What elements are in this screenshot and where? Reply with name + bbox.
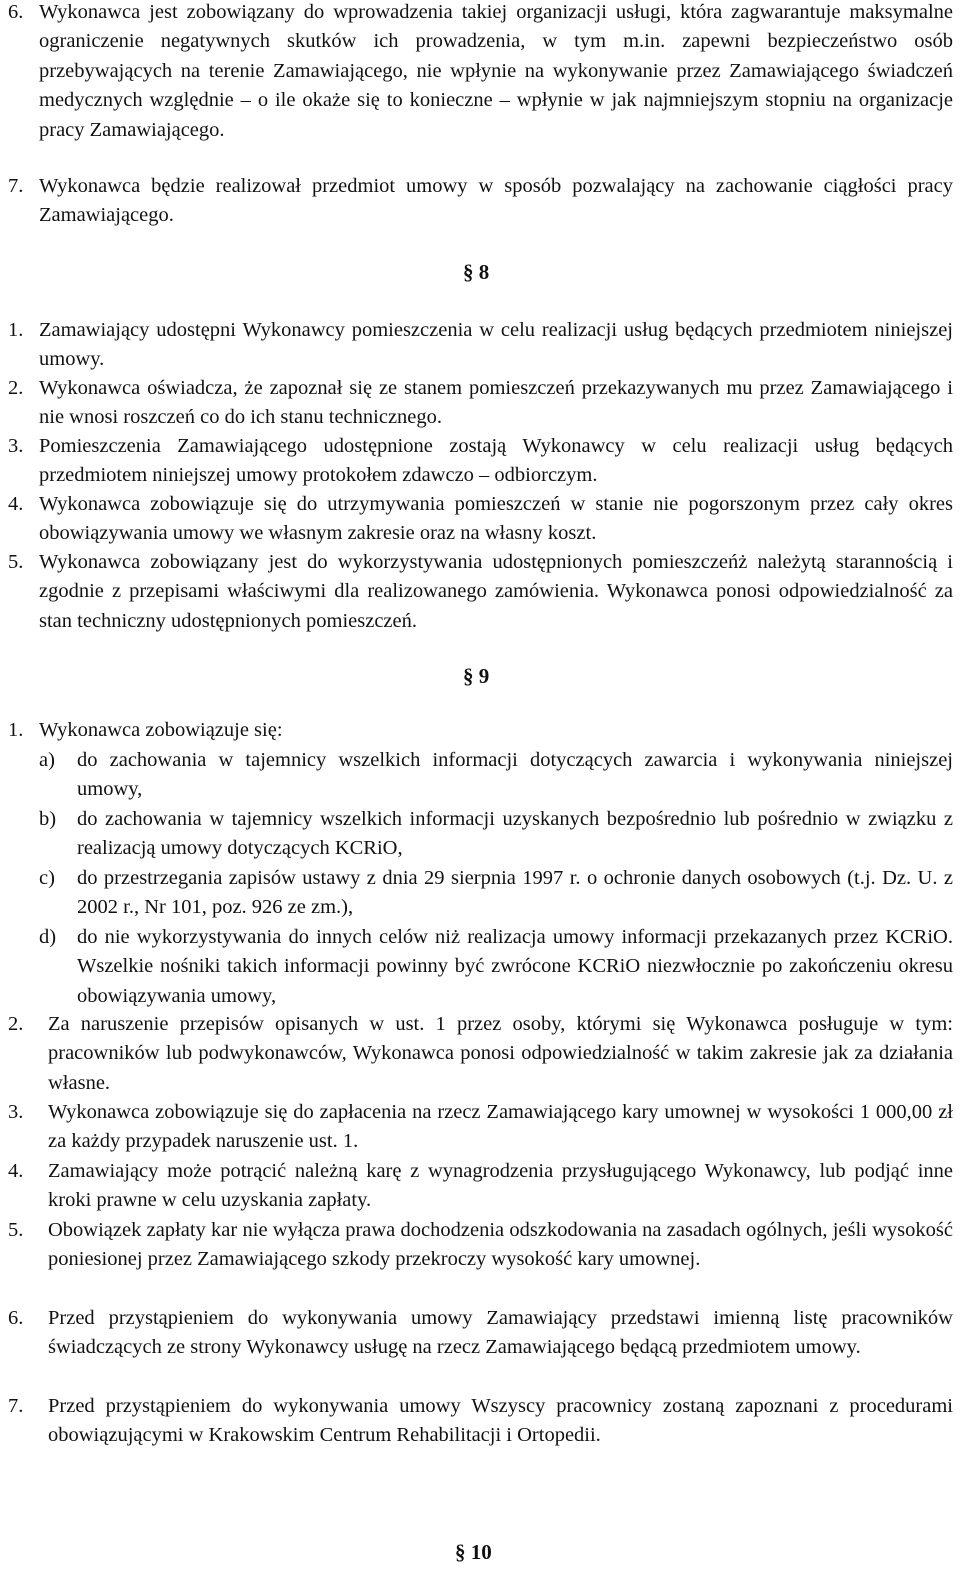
- paragraph-text: Zamawiający może potrącić należną karę z wynagrodzenia przysługującego Wykonawcy, lub podjąć inne kroki prawne w celu uzyskania zapłaty.: [48, 1160, 953, 1212]
- paragraph-number: 5.: [8, 551, 24, 573]
- section-heading-10: § 10: [455, 1540, 492, 1564]
- paragraph-text: Zamawiający udostępni Wykonawcy pomieszczenia w celu realizacji usług będących przedmiotem niniejszej umowy.: [39, 319, 953, 371]
- paragraph-number: 5.: [8, 1219, 24, 1241]
- paragraph-text: Wykonawca będzie realizował przedmiot umowy w sposób pozwalający na zachowanie ciągłości pracy Zamawiającego.: [39, 175, 953, 227]
- paragraph-7: [0, 172, 960, 232]
- paragraph-number: 7.: [8, 1395, 24, 1417]
- paragraph-text: Wykonawca zobowiązuje się do utrzymywania pomieszczeń w stanie nie pogorszonym przez cały okres obowiązywania umowy we własnym zakresie oraz na własny koszt.: [39, 493, 953, 545]
- paragraph-number: 4.: [8, 1160, 24, 1182]
- subitem-letter: a): [39, 749, 55, 771]
- subitem-text: do przestrzegania zapisów ustawy z dnia 29 sierpnia 1997 r. o ochronie danych osobowych (t.j. Dz. U. z 2002 r., Nr 101, poz. 926 ze zm.),: [77, 867, 953, 919]
- subitem-letter: d): [39, 926, 57, 948]
- section-heading-8: § 8: [463, 260, 490, 284]
- paragraph-text: Wykonawca zobowiązuje się:: [39, 719, 283, 741]
- paragraph-text: Wykonawca jest zobowiązany do wprowadzenia takiej organizacji usługi, która zagwarantuje maksymalne ograniczenie negatywnych skutków ich prowadzenia, w tym m.in. zapewni bezpieczeństwo osób przebywających na terenie Zamawiającego, nie wpłynie na wykonywanie przez Zamawiającego świadczeń medycznych względnie – o ile okaże się to konieczne – wpłynie w jak najmniejszym stopniu na organizacje pracy Zamawiającego.: [39, 1, 953, 141]
- paragraph-text: Przed przystąpieniem do wykonywania umowy Wszyscy pracownicy zostaną zapoznani z procedurami obowiązującymi w Krakowskim Centrum Rehabilitacji i Ortopedii.: [48, 1395, 953, 1447]
- paragraph-number: 2.: [8, 377, 24, 399]
- paragraph-number: 3.: [8, 435, 24, 457]
- paragraph-number: 2.: [8, 1013, 24, 1035]
- paragraph-text: Za naruszenie przepisów opisanych w ust. 1 przez osoby, którymi się Wykonawca posługuje w tym: pracowników lub podwykonawców, Wykonawca ponosi odpowiedzialność w takim zakresie jak za działania własne.: [48, 1013, 953, 1094]
- subitem-text: do nie wykorzystywania do innych celów niż realizacja umowy informacji przekazanych przez KCRiO. Wszelkie nośniki takich informacji powinny być zwrócone KCRiO niezwłocznie po zakończeniu okresu obowiązywania umowy,: [77, 926, 953, 1007]
- paragraph-text: Obowiązek zapłaty kar nie wyłącza prawa dochodzenia odszkodowania na zasadach ogólnych, jeśli wysokość poniesionej przez Zamawiającego szkody przekroczy wysokość kary umownej.: [48, 1219, 953, 1271]
- paragraph-number: 1.: [8, 719, 24, 741]
- paragraph-text: Wykonawca zobowiązuje się do zapłacenia na rzecz Zamawiającego kary umownej w wysokości 1 000,00 zł za każdy przypadek naruszenie ust. 1.: [48, 1101, 953, 1153]
- paragraph-text: Wykonawca zobowiązany jest do wykorzystywania udostępnionych pomieszczeńż należytą starannością i zgodnie z przepisami właściwymi dla realizowanego zamówienia. Wykonawca ponosi odpowiedzialność za stan techniczny udostępnionych pomieszczeń.: [39, 551, 953, 632]
- subitem-letter: c): [39, 867, 55, 889]
- subitem-text: do zachowania w tajemnicy wszelkich informacji dotyczących zawarcia i wykonywania niniejszej umowy,: [77, 749, 953, 801]
- paragraph-number: 3.: [8, 1101, 24, 1123]
- paragraph-number: 7.: [8, 175, 24, 197]
- paragraph-text: Pomieszczenia Zamawiającego udostępnione zostają Wykonawcy w celu realizacji usług będących przedmiotem niniejszej umowy protokołem zdawczo – odbiorczym.: [39, 435, 953, 487]
- paragraph-number: 1.: [8, 319, 24, 341]
- paragraph-text: Wykonawca oświadcza, że zapoznał się ze stanem pomieszczeń przekazywanych mu przez Zamawiającego i nie wnosi roszczeń co do ich stanu technicznego.: [39, 377, 953, 429]
- paragraph-text: Przed przystąpieniem do wykonywania umowy Zamawiający przedstawi imienną listę pracowników świadczących ze strony Wykonawcy usługę na rzecz Zamawiającego będącą przedmiotem umowy.: [48, 1307, 953, 1359]
- subitem-letter: b): [39, 808, 57, 830]
- paragraph-number: 4.: [8, 493, 24, 515]
- paragraph-number: 6.: [8, 1, 24, 23]
- paragraph-6: [0, 0, 960, 148]
- paragraph-number: 6.: [8, 1307, 24, 1329]
- subitem-text: do zachowania w tajemnicy wszelkich informacji uzyskanych bezpośrednio lub pośrednio w związku z realizacją umowy dotyczących KCRiO,: [77, 808, 953, 860]
- section-heading-9: § 9: [463, 664, 490, 688]
